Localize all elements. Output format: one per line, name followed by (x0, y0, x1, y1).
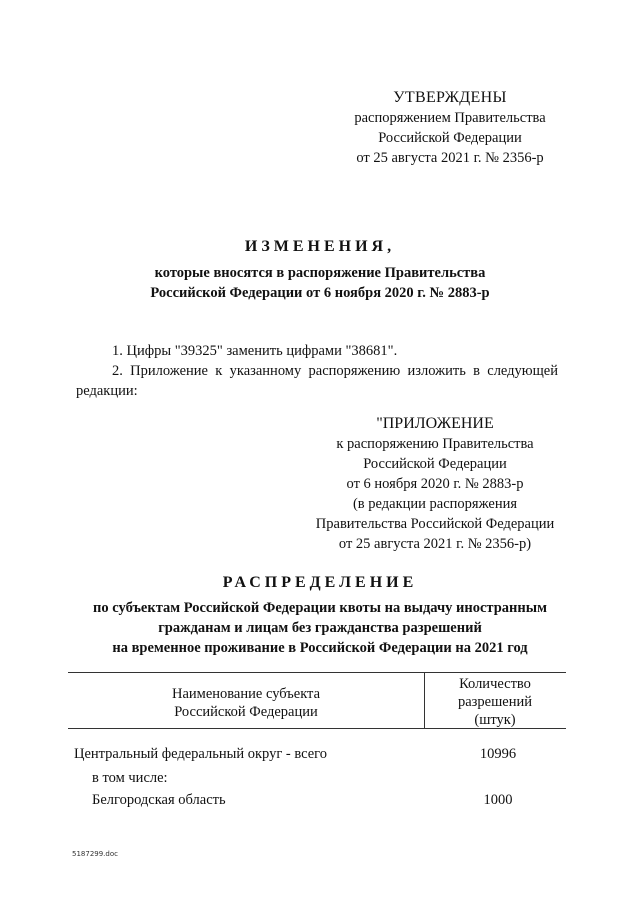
approval-stamp (330, 88, 570, 168)
appendix-line: Российской Федерации (363, 456, 507, 472)
approval-line: распоряжением Правительства (354, 110, 546, 126)
appendix-line: Правительства Российской Федерации (315, 516, 555, 532)
changes-title: ИЗМЕНЕНИЯ, (244, 238, 396, 255)
column-header-count (424, 675, 566, 729)
column-header-name (68, 685, 424, 721)
appendix-line: от 25 августа 2021 г. № 2356-р) (338, 536, 532, 552)
row-value: 10996 (479, 746, 517, 762)
change-item-2: 2. Приложение к указанному распоряжению изложить в следующей редакции: (76, 363, 558, 399)
changes-subtitle-line: Российской Федерации от 6 ноября 2020 г. № 2883-р (150, 285, 490, 301)
row-value: 1000 (483, 792, 513, 808)
approval-line: Российской Федерации (378, 130, 522, 146)
appendix-line: к распоряжению Правительства (336, 436, 534, 452)
row-name: в том числе: (92, 770, 168, 786)
appendix-line: (в редакции распоряжения (352, 496, 518, 512)
appendix-line: от 6 ноября 2020 г. № 2883-р (346, 476, 524, 492)
distribution-subtitle-line: гражданам и лицам без гражданства разрешений (158, 620, 482, 636)
appendix-heading: "ПРИЛОЖЕНИЕ (376, 415, 494, 432)
column-header-line: Наименование субъекта (171, 686, 321, 702)
column-header-line: (штук) (474, 712, 516, 728)
change-item-1: 1. Цифры "39325" заменить цифрами "38681". (112, 343, 398, 359)
distribution-subtitle-line: по субъектам Российской Федерации квоты на выдачу иностранным (93, 600, 547, 616)
distribution-title: РАСПРЕДЕЛЕНИЕ (222, 574, 418, 591)
row-name: Белгородская область (92, 792, 226, 808)
column-header-line: Российской Федерации (174, 704, 318, 720)
distribution-subtitle-line: на временное проживание в Российской Федерации на 2021 год (112, 640, 528, 656)
change-items (76, 341, 558, 401)
column-header-line: разрешений (458, 694, 532, 710)
column-header-line: Количество (459, 676, 531, 692)
changes-subtitle (80, 263, 560, 303)
row-name: Центральный федеральный округ - всего (74, 746, 328, 762)
approval-date: от 25 августа 2021 г. № 2356-р (356, 150, 544, 166)
approval-heading: УТВЕРЖДЕНЫ (393, 89, 507, 106)
footer-filename: 5187299.doc (72, 850, 118, 858)
distribution-subtitle (60, 598, 580, 658)
changes-subtitle-line: которые вносятся в распоряжение Правительства (154, 265, 486, 281)
appendix-header (300, 414, 570, 554)
table-top-rule (68, 672, 566, 673)
